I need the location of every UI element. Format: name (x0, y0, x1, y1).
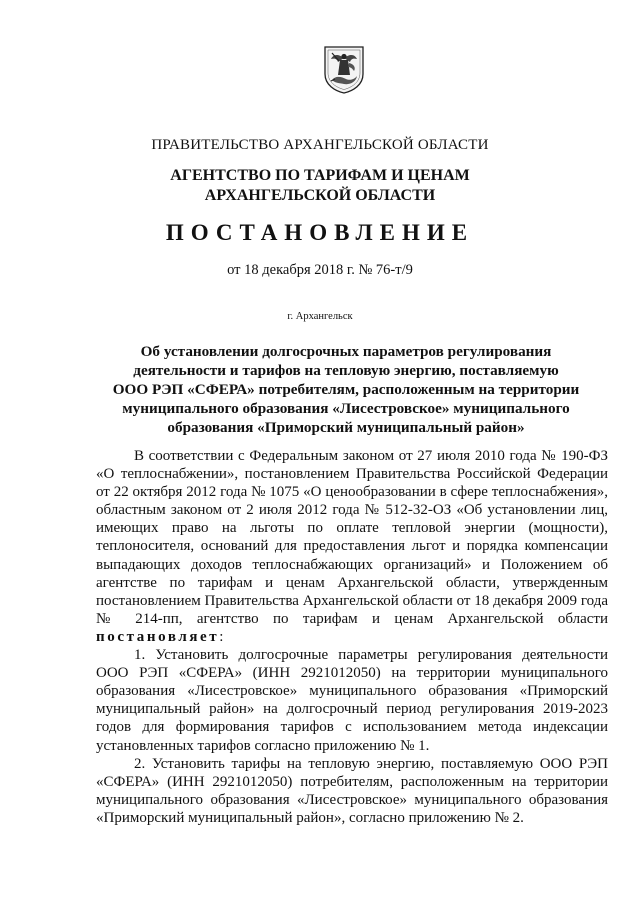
city-name: г. Архангельск (287, 311, 353, 322)
agency-name-line-2: АРХАНГЕЛЬСКОЙ ОБЛАСТИ (204, 187, 436, 204)
subject-line: муниципального образования «Лисестровское» муниципального (122, 400, 570, 417)
preamble-text: В соответствии с Федеральным законом от 27 июля 2010 года № 190-ФЗ «О теплоснабжении», постановлением Правительства Российской Федерации от 22 октября 2012 года № 1075 «О ценообразовании в сфере теплоснабжения», областным законом от 2 июля 2012 года № 512-32-ОЗ «Об установлении лиц, имеющих право на льготы по оплате тепловой энергии (мощности), теплоносителя, оснований для предоставления льгот и порядка компенсации выпадающих доходов теплоснабжающих организаций» и Положением об агентстве по тарифам и ценам Архангельской области, утвержденным постановлением Правительства Архангельской области от 18 декабря 2009 года № 214-пп, агентство по тарифам и ценам Архангельской области (96, 448, 608, 627)
subject-line: Об установлении долгосрочных параметров регулирования (140, 343, 552, 360)
government-name: ПРАВИТЕЛЬСТВО АРХАНГЕЛЬСКОЙ ОБЛАСТИ (151, 137, 489, 153)
resolves-colon: : (219, 628, 224, 645)
resolves-keyword: постановляет (96, 628, 220, 645)
document-type-title: ПОСТАНОВЛЕНИЕ (165, 220, 475, 245)
document-body (96, 447, 608, 827)
subject-line: ООО РЭП «СФЕРА» потребителям, расположенным на территории (112, 381, 580, 398)
preamble-paragraph (96, 447, 608, 646)
date-and-number: от 18 декабря 2018 г. № 76-т/9 (227, 262, 413, 278)
subject-line: деятельности и тарифов на тепловую энергию, поставляемую (133, 362, 559, 379)
agency-name (0, 166, 640, 206)
document-subject (96, 342, 596, 437)
item-2-paragraph: 2. Установить тарифы на тепловую энергию, поставляемую ООО РЭП «СФЕРА» (ИНН 2921012050) потребителям, расположенным на территории муниципального образования «Лисестровское» муниципального образования «Приморский муниципальный район», согласно приложению № 2. (96, 755, 608, 826)
agency-name-line-1: АГЕНТСТВО ПО ТАРИФАМ И ЦЕНАМ (170, 167, 470, 184)
subject-line: образования «Приморский муниципальный район» (167, 419, 525, 436)
item-1-paragraph: 1. Установить долгосрочные параметры регулирования деятельности ООО РЭП «СФЕРА» (ИНН 2921012050) на территории муниципального образования «Лисестровское» муниципального образования «Приморский муниципальный район» на долгосрочный период регулирования 2019-2023 годов для формирования тарифов с использованием метода индексации установленных тарифов согласно приложению № 1. (96, 647, 608, 754)
coat-of-arms-icon (322, 44, 366, 94)
